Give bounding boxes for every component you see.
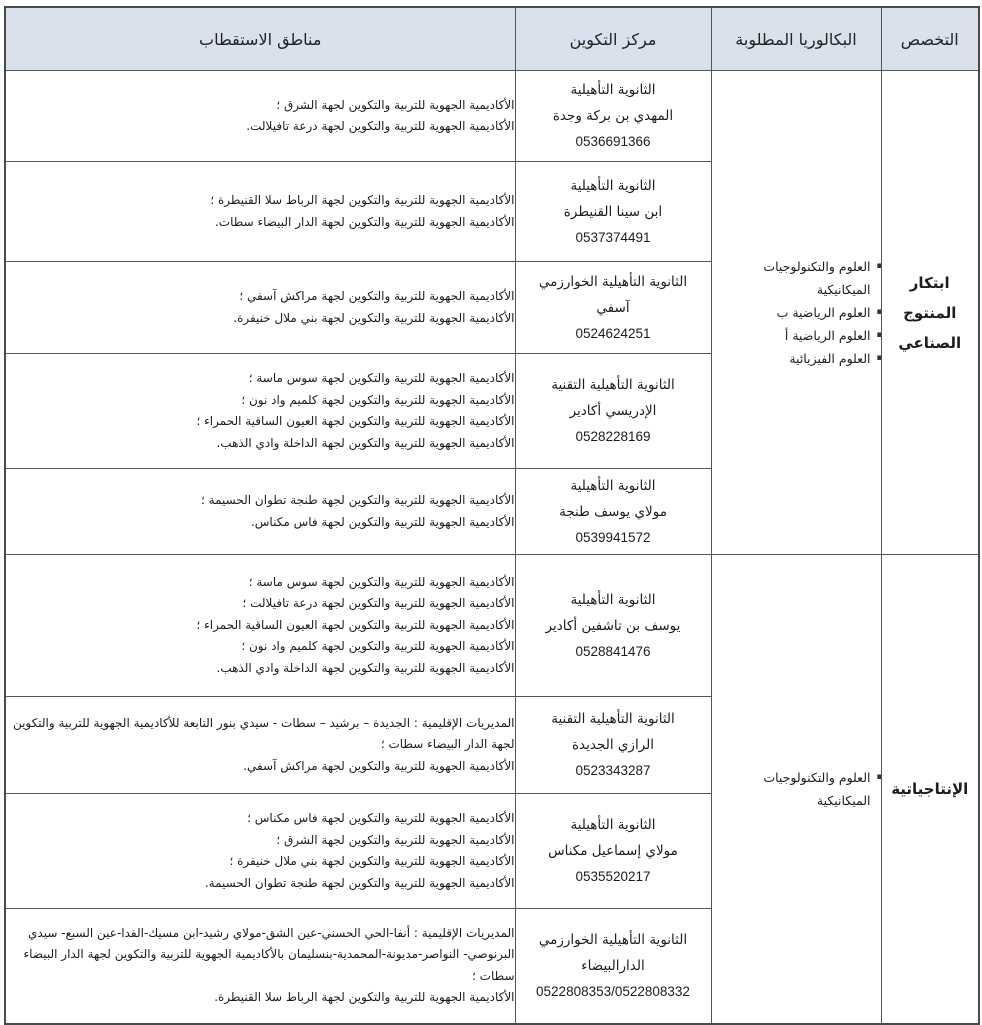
header-training-center: مركز التكوين <box>515 7 711 71</box>
specialty-cell: الإنتاجياتية <box>881 555 979 1024</box>
center-phone: 0524624251 <box>575 325 651 341</box>
zone-line: الأكاديمية الجهوية للتربية والتكوين لجهة طنجة تطوان الحسيمة. <box>204 875 515 890</box>
center-name: المهدي بن بركة وجدة <box>552 108 674 124</box>
specialty-cell: ابتكار المنتوج الصناعي <box>881 71 979 555</box>
zone-line: الأكاديمية الجهوية للتربية والتكوين لجهة الدار البيضاء سطات. <box>214 214 515 229</box>
center-name: الرازي الجديدة <box>571 737 655 753</box>
zones-cell <box>5 469 515 555</box>
table-row <box>5 555 979 697</box>
baccalaureate-cell <box>711 71 881 555</box>
training-center-cell <box>515 162 711 262</box>
zones-cell <box>5 555 515 697</box>
center-type: الثانوية التأهيلية <box>570 817 656 833</box>
header-row <box>5 7 979 71</box>
zones-cell <box>5 354 515 469</box>
zone-line: الأكاديمية الجهوية للتربية والتكوين لجهة مراكش آسفي. <box>243 758 515 773</box>
zones-cell <box>5 262 515 354</box>
center-phone: 0539941572 <box>575 529 651 545</box>
zone-line: الأكاديمية الجهوية للتربية والتكوين لجهة سوس ماسة ؛ <box>248 574 515 589</box>
zone-line: الأكاديمية الجهوية للتربية والتكوين لجهة الداخلة وادي الذهب. <box>216 660 515 675</box>
baccalaureate-item: ▪ العلوم الفيزيائية <box>712 347 881 370</box>
zone-line: الأكاديمية الجهوية للتربية والتكوين لجهة مراكش آسفي ؛ <box>239 289 515 303</box>
zone-line: الأكاديمية الجهوية للتربية والتكوين لجهة فاس مكناس. <box>250 514 515 529</box>
header-baccalaureate: البكالوريا المطلوبة <box>711 7 881 71</box>
center-phone: 0522808353/0522808332 <box>536 983 690 999</box>
center-type: الثانوية التأهيلية <box>570 477 656 494</box>
zones-cell <box>5 909 515 1024</box>
zone-line: الأكاديمية الجهوية للتربية والتكوين لجهة الشرق ؛ <box>276 832 515 847</box>
training-center-cell <box>515 794 711 909</box>
center-type: الثانوية التأهيلية الخوارزمي <box>538 273 688 290</box>
zone-line: الأكاديمية الجهوية للتربية والتكوين لجهة درعة تافيلالت. <box>246 119 515 133</box>
baccalaureate-item: ▪ العلوم الرياضية أ <box>712 324 881 347</box>
training-center-cell <box>515 354 711 469</box>
zone-line: الأكاديمية الجهوية للتربية والتكوين لجهة درعة تافيلالت ؛ <box>242 596 515 611</box>
center-name: آسفي <box>596 299 630 316</box>
center-phone: 0528841476 <box>575 643 651 659</box>
zone-line: الأكاديمية الجهوية للتربية والتكوين لجهة طنجة تطوان الحسيمة ؛ <box>201 493 515 507</box>
zone-line: الأكاديمية الجهوية للتربية والتكوين لجهة الشرق ؛ <box>276 97 515 112</box>
zone-line: الأكاديمية الجهوية للتربية والتكوين لجهة الداخلة وادي الذهب. <box>216 435 515 450</box>
zones-cell <box>5 162 515 262</box>
center-name: ابن سينا القنيطرة <box>563 203 663 220</box>
training-center-cell <box>515 697 711 794</box>
center-type: الثانوية التأهيلية <box>570 82 656 98</box>
center-name: مولاي يوسف طنجة <box>559 503 667 520</box>
center-type: الثانوية التأهيلية <box>570 591 656 608</box>
baccalaureate-list <box>712 255 881 370</box>
zone-line: الأكاديمية الجهوية للتربية والتكوين لجهة الرباط سلا القنيطرة ؛ <box>210 193 515 207</box>
center-phone: 0523343287 <box>575 763 651 778</box>
center-type: الثانوية التأهيلية التقنية <box>551 377 675 393</box>
center-name: مولاي إسماعيل مكناس <box>548 843 678 859</box>
zone-line: الأكاديمية الجهوية للتربية والتكوين لجهة الرباط سلا القنيطرة. <box>214 990 515 1005</box>
training-center-cell <box>515 262 711 354</box>
header-recruitment-zones: مناطق الاستقطاب <box>5 7 515 71</box>
training-center-cell <box>515 555 711 697</box>
center-type: الثانوية التأهيلية التقنية <box>551 711 675 727</box>
zones-cell <box>5 71 515 162</box>
zone-line: الأكاديمية الجهوية للتربية والتكوين لجهة كلميم واد نون ؛ <box>241 392 515 407</box>
header-specialty: التخصص <box>881 7 979 71</box>
baccalaureate-list <box>712 766 881 812</box>
baccalaureate-item: ▪ العلوم والتكنولوجيات الميكانيكية <box>712 255 881 301</box>
center-name: الإدريسي أكادير <box>569 403 657 419</box>
orientation-table <box>4 6 980 1025</box>
center-phone: 0528228169 <box>575 429 651 444</box>
zones-cell <box>5 794 515 909</box>
zone-line: الأكاديمية الجهوية للتربية والتكوين لجهة كلميم واد نون ؛ <box>241 639 515 654</box>
center-phone: 0535520217 <box>575 869 651 884</box>
zone-line: المديريات الإقليمية : أنفا-الحي الحسني-عين الشق-مولاي رشيد-ابن مسيك-الفدا-عين السبع- سيدي البرنوصي- النواصر-مديونة-المحمدية-بنسليمان بالأكاديمية الجهوية للتربية والتكوين لجهة الدار البيضاء سطات ؛ <box>23 925 515 983</box>
center-type: الثانوية التأهيلية <box>570 177 656 194</box>
zones-cell <box>5 697 515 794</box>
center-name: الدارالبيضاء <box>581 957 645 974</box>
center-type: الثانوية التأهيلية الخوارزمي <box>538 931 688 948</box>
center-name: يوسف بن تاشفين أكادير <box>545 617 681 634</box>
zone-line: الأكاديمية الجهوية للتربية والتكوين لجهة سوس ماسة ؛ <box>248 371 515 385</box>
baccalaureate-cell <box>711 555 881 1024</box>
training-center-cell <box>515 909 711 1024</box>
center-phone: 0537374491 <box>575 229 651 245</box>
training-center-cell <box>515 469 711 555</box>
training-center-cell <box>515 71 711 162</box>
zone-line: الأكاديمية الجهوية للتربية والتكوين لجهة العيون الساقية الحمراء ؛ <box>196 617 515 632</box>
center-phone: 0536691366 <box>575 134 651 149</box>
zone-line: الأكاديمية الجهوية للتربية والتكوين لجهة فاس مكناس ؛ <box>247 811 515 825</box>
baccalaureate-item: ▪ العلوم والتكنولوجيات الميكانيكية <box>712 766 881 812</box>
baccalaureate-item: ▪ العلوم الرياضية ب <box>712 301 881 324</box>
table-row <box>5 71 979 162</box>
zone-line: الأكاديمية الجهوية للتربية والتكوين لجهة العيون الساقية الحمراء ؛ <box>196 414 515 428</box>
zone-line: المديريات الإقليمية : الجديدة – برشيد – سطات - سيدي بنور التابعة للأكاديمية الجهوية للتربية والتكوين لجهة الدار البيضاء سطات ؛ <box>12 715 515 752</box>
zone-line: الأكاديمية الجهوية للتربية والتكوين لجهة بني ملال خنيفرة. <box>233 310 515 325</box>
zone-line: الأكاديمية الجهوية للتربية والتكوين لجهة بني ملال خنيفرة ؛ <box>229 854 515 868</box>
